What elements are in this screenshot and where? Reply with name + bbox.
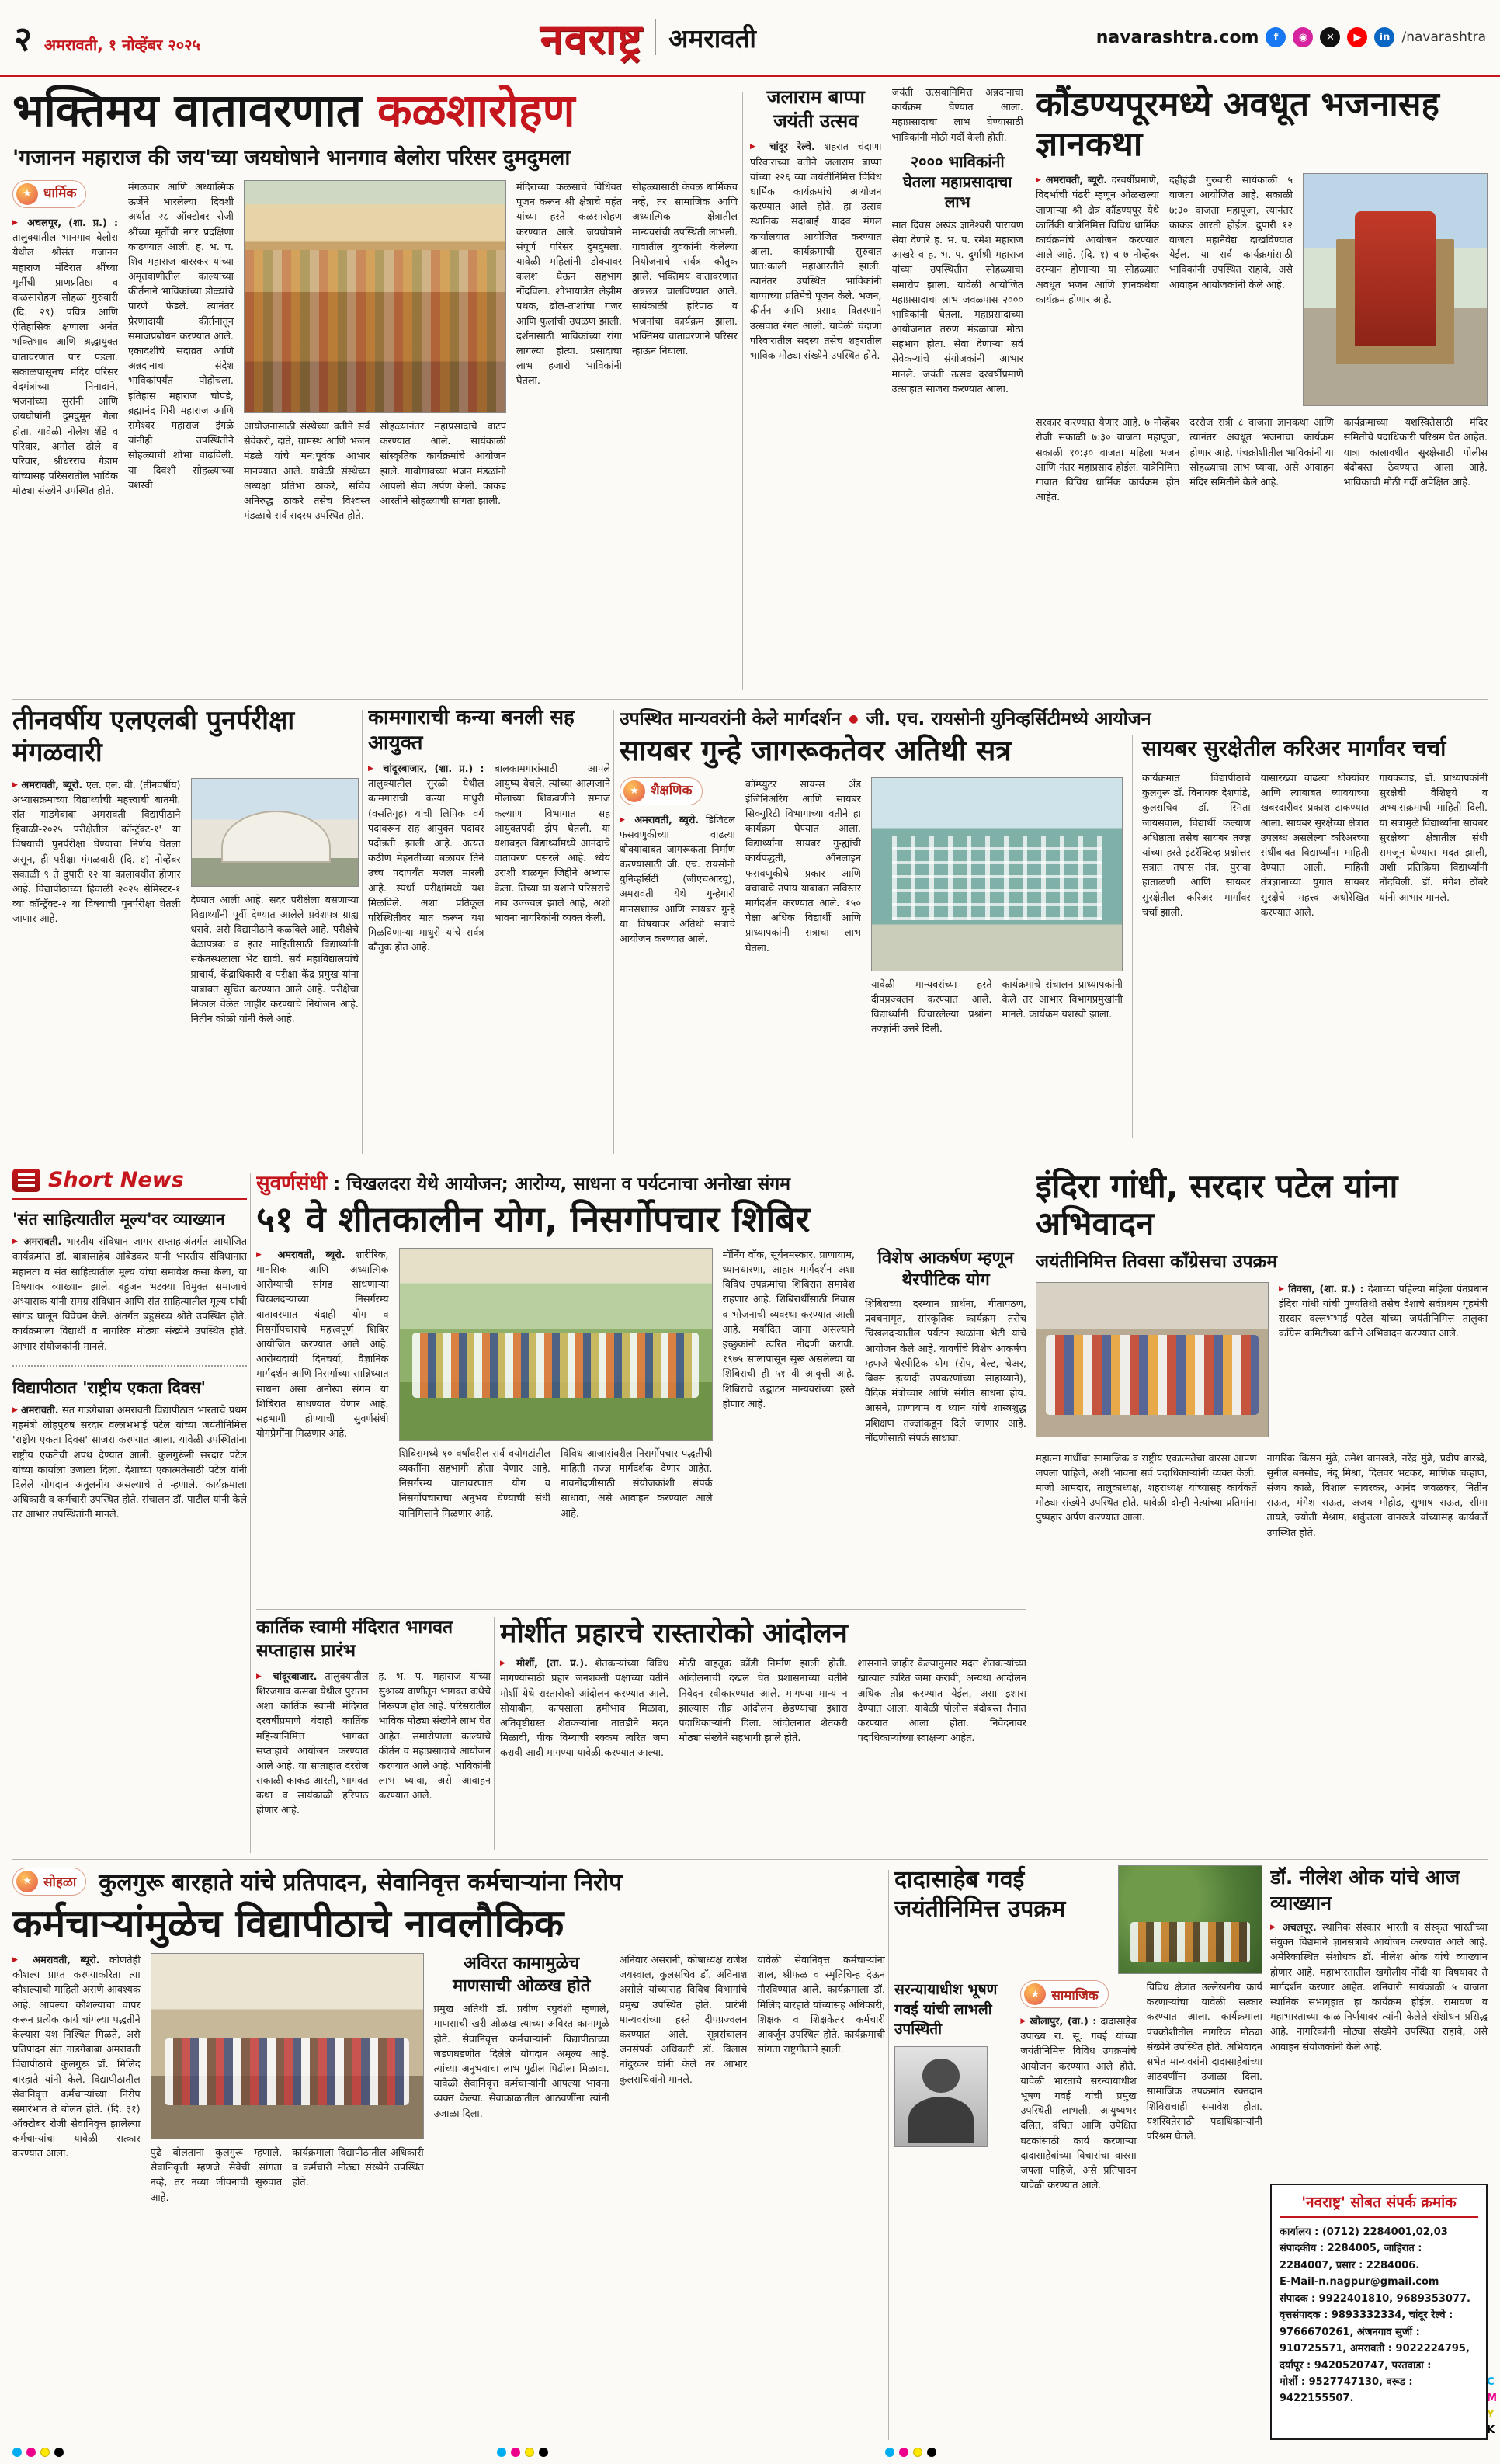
article-column — [12, 180, 118, 646]
article-column: ह. भ. प. महाराज यांच्या सुश्राव्य वाणीतून भागवत कथेचे निरूपण होत आहे. परिसरातील भाविक मोठ्या संख्येने लाभ घेत आहेत. समारोपाला काल्याचे कीर्तन व महाप्रसादाचे आयोजन करण्यात आले आहे. भाविकांनी लाभ घ्यावा, असे आवाहन करण्यात आले. — [378, 1670, 491, 1802]
kicker-label: सुवर्णसंधी — [256, 1172, 328, 1195]
article-column: गायकवाड, डॉ. प्राध्यापकांनी सुरक्षेची वैशिष्ट्ये व अभ्यासक्रमाची माहिती दिली. या सत्रामुळे विद्यार्थ्यांना सायबर सुरक्षेच्या क्षेत्रातील संधी समजून घेण्यास मदत झाली, अशी प्रतिक्रिया विद्यार्थ्यांनी नोंदविली. डॉ. मंगेश ठोंबरे यांनी आभार मानले. — [1379, 773, 1488, 904]
body-text: सात दिवस अखंड ज्ञानेश्वरी पारायण सेवा देणारे ह. भ. प. रमेश महाराज आखरे व ह. भ. प. दुर्गाश्री महाराज यांच्या उपस्थितीत सोहळ्याचा समारोप झाला. यावेळी आयोजित महाप्रसादाचा लाभ जवळपास २००० भाविकांनी घेतला. महाप्रसादाच्या आयोजनात तरुण मंडळाचा मोठा सहभाग होता. सेवा देणाऱ्या सर्व सेवेकऱ्यांचे संयोजकांनी आभार मानले. जयंती उत्सव दरवर्षीप्रमाणे उत्साहात साजरा करण्यात आला. — [891, 219, 1023, 395]
article-vishesh — [865, 1248, 1026, 1590]
divider — [613, 710, 614, 1154]
header-left — [14, 14, 200, 61]
article-headline — [12, 85, 738, 136]
article-columns — [1036, 173, 1488, 406]
article-column — [191, 778, 359, 1151]
tag-icon — [16, 183, 38, 205]
tag-dharmik — [12, 180, 86, 208]
body-text: एल. एल. बी. (तीनवर्षीय) अभ्यासक्रमाच्या विद्यार्थ्यांची महत्त्वाची बातमी. संत गाडगेबाबा अमरावती विद्यापीठाने हिवाळी-२०२५ परीक्षेतील 'कॉन्ट्रॅक्ट-१' या विषयाची पुनर्परीक्षा घेण्याचा निर्णय घेतला असून, ही परीक्षा मंगळवारी (दि. ४) नोव्हेंबर सकाळी ९ ते दुपारी १२ या कालावधीत होणार आहे. विद्यापीठाच्या हिवाळी २०२५ सेमिस्टर-१ व्या कॉन्ट्रॅक्ट-२ या विषयाची पुनर्परीक्षा घेतली जाणार आहे. — [12, 779, 181, 926]
registration-marks — [12, 2448, 64, 2457]
dateline: ▶ अमरावती. — [12, 1405, 59, 1416]
article-headline: सायबर सुरक्षेतील करिअर मार्गांवर चर्चा — [1142, 735, 1446, 761]
article-cyber — [620, 735, 1123, 1150]
facebook-icon[interactable]: f — [1266, 27, 1286, 47]
body-text: तालुक्यातील भानगाव बेलोरा येथील श्रीसंत गजानन महाराज मंदिरात श्रींच्या मूर्तीची प्राणप्रतिष्ठा व कळसारोहण सोहळा गुरुवारी (दि. २९) पवित्र आणि ऐतिहासिक क्षणाला अनंत भक्तिभाव आणि श्रद्धायुक्त वातावरणात पार पडला. सकाळपासूनच मंदिर परिसर वेदमंत्रांच्या निनादाने, भजनांच्या सुरांनी आणि जयघोषांनी दुमदुमून गेला होता. यावेळी नीलेश शेंडे व परिवार, अमोल ढोले व परिवार, श्रीधरराव गेडाम यांच्यासह परिसरातील भाविक मोठ्या संख्येने उपस्थित होते. — [12, 232, 118, 498]
article-column: शिबिरामध्ये १० वर्षांवरील सर्व वयोगटांतील व्यक्तींना सहभागी होता येणार आहे. निसर्गरम्य वातावरणात योग व निसर्गोपचाराचा अनुभव घेण्याची संधी यानिमित्ताने मिळणार आहे. — [398, 1447, 550, 1520]
dateline: ▶ चांदूरबाजार, (शा. प्र.) : — [368, 763, 484, 775]
article-headline: 'संत साहित्यातील मूल्य'वर व्याख्यान — [12, 1210, 225, 1229]
article-column — [1036, 173, 1159, 406]
body-text: शिबिराच्या दरम्यान प्रार्थना, गीतापठण, प्रवचनामृत, सांस्कृतिक कार्यक्रम तसेच चिखलदऱ्यातील पर्यटन स्थळांना भेटी यांचे आयोजन केले आहे. यावर्षीचे विशेष आकर्षण म्हणजे थेरपीटिक योग (रोप, बेल्ट, चेअर, ब्रिक्स इत्यादी उपकरणांच्या साहाय्याने), वैदिक मंत्रोच्चार आणि संगीत साधना होय. आसने, प्राणायाम व ध्यान यांचे शास्त्रशुद्ध प्रशिक्षण तज्ज्ञांकडून दिले जाणार आहे. नोंदणीसाठी संपर्क साधावा. — [865, 1298, 1026, 1444]
article-text — [12, 1403, 247, 1523]
x-icon[interactable]: ✕ — [1320, 27, 1340, 47]
magenta-dot — [26, 2448, 36, 2457]
article-column: सरकार करण्यात येणार आहे. ७ नोव्हेंबर रोजी सकाळी ७:३० वाजता महापूजा, सकाळी १०:३० वाजता महिला भजन आणि नंतर महाप्रसाद होईल. यात्रेनिमित्त गावात विविध धार्मिक कार्यक्रम होत आहेत. — [1036, 417, 1180, 504]
article-headline: कार्तिक स्वामी मंदिरात भागवत सप्ताहास प्रारंभ — [256, 1618, 453, 1661]
article-column: महात्मा गांधींचा सामाजिक व राष्ट्रीय एकात्मतेचा वारसा आपण जपला पाहिजे, अशी भावना सर्व पदाधिकाऱ्यांनी व्यक्त केली. माजी आमदार, तालुकाध्यक्ष, शहराध्यक्ष यांच्यासह कार्यकर्ते मोठ्या संख्येने उपस्थित होते. यावेळी दोन्ही नेत्यांच्या प्रतिमांना पुष्पहार अर्पण करण्यात आला. — [1036, 1452, 1257, 1524]
article-columns — [500, 1656, 1026, 1835]
dateline: ▶ अचलपूर, (शा. प्र.) : — [12, 217, 118, 229]
tag-samajik — [1020, 1980, 1109, 2008]
cmyk-label — [1487, 2375, 1497, 2439]
kicker-left: उपस्थित मान्यवरांनी केले मार्गदर्शन — [620, 709, 842, 729]
yellow-dot — [40, 2448, 50, 2457]
contact-line: संपादक : 9922401810, 9689353077. — [1280, 2292, 1470, 2305]
page-header — [0, 0, 1500, 75]
tag-label: धार्मिक — [43, 186, 77, 202]
article-columns — [12, 778, 359, 1151]
cmyk-letter: M — [1487, 2392, 1497, 2404]
divider — [250, 1173, 251, 1853]
masthead: नवराष्ट्र — [540, 15, 643, 64]
article-columns — [256, 1248, 1026, 1590]
photo-cell — [151, 1953, 424, 2388]
article-morshi — [500, 1617, 1026, 1853]
article-subhead: 'गजानन महाराज की जय'च्या जयघोषाने भानगाव बेलोरा परिसर दुमदुमला — [12, 145, 571, 170]
divider — [12, 1859, 1488, 1860]
kicker-row — [620, 705, 1488, 730]
body-text: जयंती उत्सवानिमित्त अन्नदानाचा कार्यक्रम घेण्यात आला. महाप्रसादाचा लाभ घेण्यासाठी भाविकांनी मोठी गर्दी केली होती. — [891, 87, 1023, 144]
kicker-row — [12, 1865, 885, 1897]
article-avirat — [434, 1953, 609, 2388]
article-column: अनिवार असरानी, कोषाध्यक्ष राजेश जयस्वाल, कुलसचिव डॉ. अविनाश असोले यांच्यासह विविध विभागांचे प्रमुख उपस्थित होते. प्रारंभी मान्यवरांच्या हस्ते दीपप्रज्वलन करण्यात आले. सूत्रसंचालन जनसंपर्क अधिकारी डॉ. विलास नांदुरकर यांनी केले तर आभार कुलसचिवांनी मानले. — [619, 1955, 748, 2086]
article-columns — [894, 1980, 1262, 2415]
article-column: यासारख्या वाढत्या धोक्यांवर आणि त्याबाबत घ्यावयाच्या खबरदारीवर प्रकाश टाकण्यात आला. सायबर सुरक्षेच्या क्षेत्रात उपलब्ध असलेल्या करिअरच्या संधींबाबत विद्यार्थ्यांना माहिती देण्यात आली. माहिती तंत्रज्ञानाच्या युगात सायबर सुरक्षेचे महत्त्व अधोरेखित करण्यात आले. — [1260, 773, 1370, 919]
body-text: दादासाहेब उपाख्य रा. सू. गवई यांच्या जयंतीनिमित्त विविध उपक्रमांचे आयोजन करण्यात आले होते. यावेळी भारताचे सरन्यायाधीश भूषण गवई यांची प्रमुख उपस्थिती लाभली. आयुष्यभर दलित, वंचित आणि उपेक्षित घटकांसाठी कार्य करणाऱ्या दादासाहेबांच्या विचारांचा वारसा जपला पाहिजे, असे प्रतिपादन यावेळी करण्यात आले. — [1020, 2016, 1137, 2192]
tag-icon — [623, 780, 645, 802]
dateline: ▶ मोर्शी, (ता. प्र.). — [500, 1658, 588, 1670]
tag-label: शैक्षणिक — [651, 782, 693, 798]
article-headline: डॉ. नीलेश ओक यांचे आज व्याख्यान — [1270, 1866, 1460, 1914]
article-column: विविध आजारांवरील निसर्गोपचार पद्धतींची माहिती तज्ज्ञ मार्गदर्शक देणार आहेत. नावनोंदणीसाठी संयोजकांशी संपर्क साधावा, असे आवाहन करण्यात आले आहे. — [561, 1447, 713, 1520]
article-headline: दादासाहेब गवई जयंतीनिमित्त उपक्रम — [894, 1866, 1066, 1923]
body-text: शेतकऱ्यांच्या विविध मागण्यांसाठी प्रहार जनशक्ती पक्षाच्या वतीने मोर्शी येथे रास्तारोको आंदोलन करण्यात आले. सोयाबीन, कापसाला हमीभाव मिळावा, अतिवृष्टीग्रस्त शेतकऱ्यांना तातडीने मदत मिळावी, पीक विम्याची रक्कम त्वरित जमा करावी आदी मागण्या यावेळी करण्यात आल्या. — [500, 1658, 669, 1760]
body-text: तालुक्यातील शिरजगाव कसबा येथील पुरातन अशा कार्तिक स्वामी मंदिरात दरवर्षीप्रमाणे यंदाही कार्तिक महिन्यानिमित्त भागवत सप्ताहाचे आयोजन करण्यात आले आहे. या सप्ताहात दररोज सकाळी काकड आरती, भागवत कथा व सायंकाळी हरिपाठ होणार आहे. — [256, 1670, 369, 1817]
divider — [742, 92, 743, 690]
body-text: प्रमुख अतिथी डॉ. प्रवीण रघुवंशी म्हणाले, माणसाची खरी ओळख त्याच्या अविरत कामामुळे होते. सेवानिवृत्त कर्मचाऱ्यांनी विद्यापीठाच्या जडणघडणीत दिलेले योगदान अमूल्य आहे. त्यांच्या अनुभवाचा लाभ पुढील पिढीला मिळावा. यावेळी सेवानिवृत्त कर्मचाऱ्यांनी आपल्या भावना व्यक्त केल्या. सेवाकाळातील आठवणींना त्यांनी उजाळा दिला. — [433, 2004, 609, 2120]
body-text: तालुक्यातील सुरळी येथील कामगाराची कन्या माधुरी (वसतिगृह) यांची लिपिक वर्ग पदावरून सह आयुक्त पदावर पदोन्नती झाली आहे. अत्यंत कठीण मेहनतीच्या बळावर तिने उच्च पदापर्यंत मजल मारली आहे. स्पर्धा परीक्षांमध्ये यश मिळविले. अशा प्रतिकूल परिस्थितीवर मात करून यश मिळविणाऱ्या माधुरी यांचे सर्वत्र कौतुक होत आहे. — [368, 778, 484, 954]
article-column — [892, 85, 1024, 694]
headline-red: कळशारोहण — [377, 85, 575, 137]
contact-line: 910725571, अमरावती : 9022224795, — [1280, 2343, 1470, 2355]
kicker-row — [256, 1168, 1026, 1196]
contact-box — [1270, 2184, 1488, 2440]
article-headline: जलाराम बाप्पा जयंती उत्सव — [766, 86, 865, 133]
article-text — [620, 813, 735, 947]
black-dot — [539, 2448, 548, 2457]
article-bhaktimay — [12, 85, 738, 694]
article-yoga — [256, 1168, 1026, 1604]
contact-line: मोर्शी : 9527747130, वरूड : 9422155507. — [1280, 2375, 1413, 2405]
function-photo — [151, 1953, 424, 2139]
masthead-rule — [0, 75, 1500, 77]
divider — [1132, 735, 1133, 1138]
article-headline: तीनवर्षीय एलएलबी पुनर्परीक्षा मंगळवारी — [12, 705, 295, 768]
article-column: कार्यक्रमाचे संचालन प्राध्यापकांनी केले तर आभार विभागप्रमुखांनी मानले. कार्यक्रम यशस्वी झाला. — [1002, 978, 1123, 1020]
article-column: दररोज रात्री ८ वाजता ज्ञानकथा आणि त्यानंतर अवधूत भजनाचा कार्यक्रम होणार आहे. पंचक्रोशीतील भाविकांनी या सोहळ्याचा लाभ घ्यावा, असे आवाहन मंदिर समितीने केले आहे. — [1189, 417, 1334, 488]
article-column — [500, 1656, 668, 1835]
contact-line: 2284007, प्रसार : 2284006. — [1280, 2259, 1420, 2271]
article-column — [12, 778, 181, 1151]
divider — [12, 699, 1488, 700]
kicker-text: कुलगुरू बारहाते यांचे प्रतिपादन, सेवानिवृत्त कर्मचाऱ्यांना निरोप — [99, 1869, 623, 1896]
article-kamgar — [368, 705, 610, 1156]
dateline: ▶ खोलापुर, (वा.) : — [1020, 2016, 1096, 2028]
article-columns — [1036, 415, 1488, 672]
event-photo — [1118, 1865, 1262, 1974]
yellow-dot — [525, 2448, 534, 2457]
article-column: बालकामगारांसाठी आपले आयुष्य वेचले. त्यांच्या आत्मजाने मोलाच्या शिकवणीने समाज कल्याण विभागात सह आयुक्तपदी झेप घेतली. या यशाबद्दल विद्यार्थ्यांमध्ये आनंदाचे वातावरण पसरले आहे. ध्येय उराशी बाळगून जिद्दीने अभ्यास केला. तिच्या या यशाने परिसराचे नाव उज्ज्वल झाले आहे, अशी भावना नागरिकांनी व्यक्त केली. — [494, 763, 610, 924]
article-column — [1279, 1282, 1488, 1445]
contact-line: कार्यालय : (0712) 2284001,02,03 — [1280, 2226, 1448, 2238]
article-headline: इंदिरा गांधी, सरदार पटेल यांना अभिवादन — [1036, 1168, 1398, 1243]
tag-sohala — [12, 1868, 86, 1896]
magenta-dot — [899, 2448, 908, 2457]
article-llb — [12, 705, 359, 1156]
body-text: देशाच्या पहिल्या महिला पंतप्रधान इंदिरा गांधी यांची पुण्यतिथी तसेच देशाचे सर्वप्रथम गृहमंत्री सरदार वल्लभभाई पटेल यांच्या जयंतीनिमित्त तालुका काँग्रेस कमिटीच्या वतीने अभिवादन करण्यात आले. — [1279, 1283, 1488, 1340]
article-column — [1020, 1980, 1136, 2415]
article-column: मंदिराच्या कळसाचे विधिवत पूजन करून श्री क्षेत्राचे महंत यांच्या हस्ते कळसारोहण करण्यात आले. जयघोषाने संपूर्ण परिसर दुमदुमला. यावेळी महिलांनी डोक्यावर कलश घेऊन सहभाग नोंदविला. शोभायात्रेत लेझीम पथक, ढोल-ताशांचा गजर आणि फुलांची उधळण झाली. दर्शनासाठी भाविकांच्या रांगा लागल्या होत्या. प्रसादाचा लाभ हजारो भाविकांनी घेतला. — [516, 181, 622, 387]
article-columns — [620, 777, 1123, 1150]
instagram-icon[interactable]: ◉ — [1293, 27, 1313, 47]
magenta-dot — [511, 2448, 520, 2457]
article-gavai — [894, 1865, 1262, 2440]
photo-subcolumns — [399, 1447, 713, 1590]
photo-subcolumns — [244, 419, 506, 646]
article-nilesh — [1270, 1865, 1488, 2174]
headline-black: भक्तिमय वातावरणात — [12, 85, 377, 137]
cyan-dot — [12, 2448, 22, 2457]
university-photo — [871, 777, 1123, 971]
article-column: नागरिक किसन मुंढे, उमेश वानखडे, नरेंद्र मुंढे, प्रदीप बारब्दे, सुनील बनसोड, नंदू मिश्रा, दिलवर भटकर, माणिक चव्हाण, संजय काळे, विशाल सावरकर, आनंद जवळकर, नितीन राऊत, मंगेश राऊत, अजय मोहोड, सुभाष राऊत, सीमा तायडे, ज्योती मेश्राम, शकुंतला वानखडे यांच्यासह कार्यकर्ते उपस्थित होते. — [1266, 1452, 1488, 1539]
article-column: विविध क्षेत्रांत उल्लेखनीय कार्य करणाऱ्यांचा यावेळी सत्कार करण्यात आला. कार्यक्रमाला पंचक्रोशीतील नागरिक मोठ्या संख्येने उपस्थित होते. अभिवादन सभेत मान्यवरांनी दादासाहेबांच्या आठवणींना उजाळा दिला. सामाजिक उपक्रमांत रक्तदान शिबिराचाही समावेश होता. यशस्वितेसाठी पदाधिकाऱ्यांनी परिश्रम घेतले. — [1146, 1982, 1262, 2143]
bullet-icon — [849, 711, 858, 725]
gavai-portrait-photo — [894, 2046, 988, 2147]
tag-label: सोहळा — [43, 1875, 77, 1890]
edition-date: अमरावती, १ नोव्हेंबर २०२५ — [43, 36, 200, 54]
divider — [362, 710, 363, 1154]
contact-title: 'नवराष्ट्र' सोबत संपर्क क्रमांक — [1280, 2191, 1478, 2218]
divider — [256, 1609, 1026, 1610]
registration-marks — [497, 2448, 548, 2457]
dateline: ▶ चांदूर रेल्वे. — [750, 141, 815, 153]
article-subhead: सरन्यायाधीश भूषण गवई यांची लाभली उपस्थिती — [894, 1981, 998, 2038]
article-headline: कामगाराची कन्या बनली सह आयुक्त — [368, 706, 575, 755]
website-url[interactable]: navarashtra.com — [1095, 27, 1259, 47]
article-column: यावेळी मान्यवरांच्या हस्ते दीपप्रज्वलन करण्यात आले. विद्यार्थ्यांनी विचारलेल्या प्रश्नांना तज्ज्ञांनी उत्तरे दिली. — [871, 978, 992, 1036]
article-column: मंगळवार आणि अध्यात्मिक ऊर्जेने भारलेल्या दिवशी अर्थात २८ ऑक्टोबर रोजी श्रींच्या मूर्तीची नगर प्रदक्षिणा काढण्यात आली. ह. भ. प. शिव महाराज बारस्कर यांच्या अमृतवाणीतील काल्याच्या कीर्तनाने भाविकांच्या डोळ्यांचे पारणे फेडले. त्यानंतर प्रेरणादायी कीर्तनातून समाजप्रबोधन करण्यात आले. एकादशीचे सदाव्रत आणि अन्नदानाचा संदेश भाविकांपर्यंत पोहोचला. इतिहास महाराज चोपडे, ब्रह्मानंद गिरी महाराज आणि रामेश्वर महाराज इंगळे यांनीही उपस्थितीने सोहळ्याची शोभा वाढविली. या दिवशी सोहळ्याच्या यशस्वी — [128, 181, 234, 492]
article-text — [1270, 1920, 1488, 2055]
article-column: कार्यक्रमाच्या यशस्वितेसाठी मंदिर समितीचे पदाधिकारी परिश्रम घेत आहेत. यात्रा कालावधीत सुरक्षेसाठी पोलीस बंदोबस्त ठेवण्यात आला आहे. भाविकांची मोठी गर्दी अपेक्षित आहे. — [1343, 417, 1488, 488]
article-columns — [368, 762, 610, 1150]
contact-line: वृत्तसंपादक : 9893332334, चांदूर रेल्वे : — [1280, 2309, 1453, 2322]
contact-line: 9766670261, अंजनगाव सुर्जी : — [1280, 2326, 1420, 2338]
gavai-top — [894, 1865, 1262, 1974]
article-column: कार्यक्रमाला विद्यापीठातील अधिकारी व कर्मचारी मोठ्या संख्येने उपस्थित होते. — [292, 2147, 424, 2189]
article-sohala — [12, 1865, 885, 2440]
article-career — [1142, 735, 1488, 1150]
article-column — [12, 1953, 141, 2388]
body-text: डिजिटल फसवणुकीच्या वाढत्या धोक्याबाबत जागरूकता निर्माण करण्यासाठी जी. एच. रायसोनी युनिव्हर्सिटी (जीएचआरयू), अमरावती येथे गुन्हेगारी मानसशास्त्र आणि सायबर गुन्हे या विषयावर अतिथी सत्राचे आयोजन करण्यात आले. — [620, 814, 735, 946]
body-text: देण्यात आली आहे. सदर परीक्षेला बसणाऱ्या विद्यार्थ्यांनी पूर्वी देण्यात आलेले प्रवेशपत्र ग्राह्य धरावे, असे विद्यापीठाने कळविले आहे. परीक्षेचे वेळापत्रक व इतर माहितीसाठी विद्यार्थ्यांनी संकेतस्थळाला भेट द्यावी. सर्व महाविद्यालयांचे प्राचार्य, केंद्राधिकारी व परीक्षा केंद्र प्रमुख यांना याबाबत सूचित करण्यात आले आहे. परीक्षेचा निकाल वेळेत जाहीर करण्याचे नियोजन आहे. नितीन कोळी यांनी केले आहे. — [190, 894, 359, 1026]
article-jalaram — [750, 85, 1023, 694]
tag-icon — [1024, 1983, 1046, 2005]
article-columns — [12, 180, 738, 646]
dateline: ▶ अमरावती, ब्यूरो. — [12, 1955, 100, 1966]
crosshead: २००० भाविकांनी घेतला महाप्रसादाचा लाभ — [903, 151, 1012, 211]
cyan-dot — [497, 2448, 506, 2457]
article-column — [750, 85, 882, 694]
article-column — [620, 777, 735, 1150]
dateline: ▶ अमरावती, ब्यूरो. — [620, 815, 699, 826]
body-text: दरवर्षीप्रमाणे, विदर्भाची पंढरी म्हणून ओळखल्या जाणाऱ्या श्री क्षेत्र कौंडण्यपूर येथे कार्तिकी यात्रेनिमित्त विविध धार्मिक कार्यक्रमांचे आयोजन करण्यात आले आहे. (दि. १) व ७ नोव्हेंबर दरम्यान होणाऱ्या या सोहळ्यात अवधूत भजन आणि ज्ञानकथेचा कार्यक्रम होणार आहे. — [1036, 175, 1159, 306]
article-column: कार्यक्रमात विद्यापीठाचे कुलगुरू डॉ. विनायक देशपांडे, कुलसचिव डॉ. स्मिता जायसवाल, विद्यार्थी कल्याण अधिष्ठाता तसेच सायबर तज्ज्ञ यांच्या हस्ते इंटरॅक्टिव्ह प्रश्नोत्तर सत्रात तपास तंत्र, पुरावा हाताळणी आणि सायबर सुरक्षेतील करिअर मार्गांवर चर्चा झाली. — [1142, 773, 1251, 919]
article-column: सोहळ्यानंतर महाप्रसादाचे वाटप करण्यात आले. सायंकाळी सांस्कृतिक कार्यक्रमांचे आयोजन झाले. गावोगावच्या भजन मंडळांनी आपली सेवा अर्पण केली. काकड आरतीने सोहळ्याची सांगता झाली. — [380, 420, 506, 507]
divider — [12, 1365, 247, 1367]
article-subhead: जयंतीनिमित्त तिवसा काँग्रेसचा उपक्रम — [1036, 1251, 1277, 1272]
photo-subcolumns — [871, 978, 1123, 1150]
article-column: कॉम्प्युटर सायन्स अँड इंजिनिअरिंग आणि सायबर सिक्युरिटी विभागाच्या वतीने हा कार्यक्रम घेण्यात आला. विद्यार्थ्यांना सायबर गुन्ह्यांची कार्यपद्धती, ऑनलाइन फसवणुकीचे प्रकार आणि बचावाचे उपाय याबाबत सविस्तर मार्गदर्शन करण्यात आले. १५० पेक्षा अधिक विद्यार्थी आणि प्राध्यापकांनी सत्राचा लाभ घेतला. — [745, 778, 861, 954]
edition-name: अमरावती — [668, 23, 756, 54]
article-columns — [1142, 771, 1488, 1121]
article-indira — [1036, 1168, 1488, 1854]
cyan-dot — [885, 2448, 894, 2457]
article-column: मोठी वाहतूक कोंडी निर्माण झाली होती. आंदोलनाची दखल घेत प्रशासनाच्या वतीने निवेदन स्वीकारण्यात आले. मागण्या मान्य न झाल्यास तीव्र आंदोलन छेडण्याचा इशारा पदाधिकाऱ्यांनी दिला. आंदोलनात शेतकरी मोठ्या संख्येने सहभागी झाले होते. — [679, 1658, 848, 1745]
article-headline: सायबर गुन्हे जागरूकतेवर अतिथी सत्र — [620, 734, 1012, 767]
header-divider — [655, 19, 656, 55]
body-text: शहरात चंदाणा परिवाराच्या वतीने जलाराम बाप्पा यांच्या २२६ व्या जयंतीनिमित्त विविध धार्मिक कार्यक्रमांचे आयोजन करण्यात आले होते. हा उत्सव स्थानिक सदाबाई यादव मंगल कार्यालयात आयोजित करण्यात आला. कार्यक्रमाची सुरुवात प्रात:काली महाआरतीने झाली. त्यानंतर उपस्थित भाविकांनी बाप्पाच्या प्रतिमेचे पूजन केले. भजन, कीर्तन आणि प्रसाद वितरणाने उत्सवात रंगत आली. यावेळी चंदाणा परिवारातील सदस्य तसेच शहरातील भाविक मोठ्या संख्येने उपस्थित होते. — [750, 141, 882, 362]
article-column: यावेळी सेवानिवृत्त कर्मचाऱ्यांना शाल, श्रीफळ व स्मृतिचिन्ह देऊन गौरविण्यात आले. कार्यक्रमाला डॉ. मिलिंद बारहाते यांच्यासह अधिकारी, शिक्षक व शिक्षकेतर कर्मचारी आवर्जून उपस्थित होते. कार्यक्रमाची सांगता राष्ट्रगीताने झाली. — [757, 1955, 885, 2056]
congress-group-photo — [1036, 1282, 1269, 1437]
body-text: शारीरिक, मानसिक आणि अध्यात्मिक आरोग्याची सांगड साधणाऱ्या चिखलदऱ्याच्या निसर्गरम्य वातावरणात यंदाही योग व निसर्गोपचाराचे महत्त्वपूर्ण शिबिर आयोजित करण्यात आले आहे. आरोग्यदायी दिनचर्या, वैज्ञानिक मार्गदर्शन आणि निसर्गाच्या सान्निध्यात साधना असा अनोखा संगम या शिबिरात साधण्यात येणार आहे. सहभागी होण्याची सुवर्णसंधी योगप्रेमींना मिळणार आहे. — [256, 1249, 389, 1441]
article-columns — [1036, 1282, 1488, 1445]
yoga-camp-photo — [399, 1248, 713, 1441]
youtube-icon[interactable]: ▶ — [1347, 27, 1367, 47]
cyber-row — [620, 735, 1488, 1150]
article-column: आयोजनासाठी संस्थेच्या वतीने सर्व सेवेकरी, दाते, ग्रामस्थ आणि भजन मंडळे यांचे मन:पूर्वक आभार मानण्यात आले. यावेळी संस्थेच्या अध्यक्षा प्रतिभा ठाकरे, सचिव अनिरुद्ध ठाकरे तसेच विश्वस्त मंडळाचे सर्व सदस्य उपस्थित होते. — [244, 420, 370, 523]
article-headline: कर्मचाऱ्यांमुळेच विद्यापीठाचे नावलौकिक — [12, 1901, 564, 1946]
body-text: भारतीय संविधान जागर सप्ताहाअंतर्गत आयोजित कार्यक्रमांत डॉ. बाबासाहेब आंबेडकर यांनी भारतीय संविधानात महानता व संत साहित्यातील मूल्य यांचा समावेश कसा केला, या विषयावर व्याख्यान झाले. बहुजन भटक्या विमुक्त समाजाचे अभ्यासक यांनी समग्र संविधान आणि संत साहित्यातील मूल्य यांची सांगड घालून विवेचन केले. अंतर्गत बहुसंख्य श्रोते उपस्थित होते. कार्यक्रमाला विद्यार्थी व नागरिक मोठ्या संख्येने उपस्थित होते. आभार संयोजकांनी मानले. — [12, 1236, 247, 1353]
short-news-header — [12, 1168, 247, 1200]
yellow-dot — [913, 2448, 922, 2457]
registration-marks — [885, 2448, 936, 2457]
article-columns — [1036, 1451, 1488, 1785]
tag-label: सामाजिक — [1051, 1987, 1099, 2004]
contact-line: E-Mail-n.nagpur@gmail.com — [1280, 2276, 1439, 2288]
newspaper-icon — [12, 1169, 40, 1192]
dateline: ▶ अमरावती. — [12, 1236, 61, 1248]
photo-cell — [871, 777, 1123, 1150]
divider — [888, 1870, 889, 2440]
page-number: २ — [14, 19, 32, 59]
dateline: ▶ अमरावती, ब्यूरो. — [256, 1249, 345, 1261]
article-kaundanyapur — [1036, 85, 1488, 694]
article-column — [894, 1980, 1010, 2415]
black-dot — [927, 2448, 936, 2457]
dateline: ▶ अचलपूर. — [1270, 1922, 1317, 1934]
dateline: ▶ अमरावती, ब्यूरो. — [1036, 175, 1107, 186]
social-handle: /navarashtra — [1401, 30, 1486, 45]
building-photo — [191, 778, 359, 887]
divider — [494, 1617, 495, 1850]
contact-line: दर्यापूर : 9420520747, परतवाडा : — [1280, 2359, 1432, 2372]
cmyk-letter: C — [1487, 2376, 1495, 2388]
article-column: मॉर्निंग वॉक, सूर्यनमस्कार, प्राणायाम, ध्यानधारणा, आहार मार्गदर्शन अशा विविध उपक्रमांचा शिबिरात समावेश राहणार आहे. शिबिरार्थींसाठी निवास व भोजनाची व्यवस्था करण्यात आली आहे. मर्यादित जागा असल्याने इच्छुकांनी त्वरित नोंदणी करावी. १९७५ सालापासून सुरू असलेल्या या शिबिराची ही ५१ वी आवृत्ती आहे. शिबिराचे उद्घाटन मान्यवरांच्या हस्ते होणार आहे. — [722, 1249, 855, 1410]
short-news-title: Short News — [48, 1168, 184, 1192]
article-headline: कौंडण्यपूरमध्ये अवधूत भजनासह ज्ञानकथा — [1036, 85, 1439, 164]
article-kartik — [256, 1617, 491, 1853]
black-dot — [54, 2448, 64, 2457]
article-columns — [256, 1670, 491, 1848]
body-text: संत गाडगेबाबा अमरावती विद्यापीठात भारताचे प्रथम गृहमंत्री लोहपुरुष सरदार वल्लभभाई पटेल यांच्या जयंतीनिमित्त 'राष्ट्रीय एकता दिवस' साजरा करण्यात आला. यावेळी उपस्थितांना राष्ट्रीय एकतेची शपथ देण्यात आली. कुलगुरूंनी सरदार पटेल यांच्या कार्याला उजाळा दिला. देशाच्या एकात्मतेसाठी पटेल यांनी दिलेले योगदान अतुलनीय असल्याचे ते म्हणाले. कार्यक्रमाला अधिकारी व कर्मचारी उपस्थित होते. संचालन डॉ. पाटील यांनी केले तर आभार उपस्थितांनी मानले. — [12, 1405, 247, 1521]
article-headline: ५१ वे शीतकालीन योग, निसर्गोपचार शिबिर — [256, 1198, 811, 1240]
kicker-text: : चिखलदरा येथे आयोजन; आरोग्य, साधना व पर्यटनाचा अनोखा संगम — [333, 1174, 791, 1194]
body-text: स्थानिक संस्कार भारती व संस्कृत भारतीच्या संयुक्त विद्यमाने ज्ञानसत्राचे आयोजन करण्यात आले आहे. अमेरिकास्थित संशोधक डॉ. नीलेश ओक यांचे व्याख्यान होणार आहे. महाभारतातील खगोलीय नोंदी या विषयावर ते मार्गदर्शन करणार आहेत. शनिवारी सायंकाळी ५ वाजता स्थानिक सभागृहात हा कार्यक्रम होईल. रामायण व महाभारताच्या काळ-निर्णयावर त्यांनी केलेले संशोधन प्रसिद्ध आहे. नागरिकांनी मोठ्या संख्येने उपस्थित राहावे, असे आवाहन संयोजकांनी केले आहे. — [1270, 1922, 1488, 2053]
article-column: सोहळ्यासाठी केवळ धार्मिकच नव्हे, तर सामाजिक आणि अध्यात्मिक क्षेत्रातील मान्यवरांची उपस्थिती लाभली. गावातील युवकांनी केलेल्या नियोजनाचे सर्वत्र कौतुक झाले. भक्तिमय वातावरणात अन्नछत्र चालविण्यात आले. सायंकाळी हरिपाठ व भजनांचा कार्यक्रम झाला. भक्तिमय वातावरणाने परिसर न्हाऊन निघाला. — [632, 181, 738, 358]
article-column: शासनाने जाहीर केल्यानुसार मदत शेतकऱ्यांच्या खात्यात त्वरित जमा करावी, अन्यथा आंदोलन अधिक तीव्र करण्यात येईल, असा इशारा देण्यात आला. यावेळी पोलीस बंदोबस्त तैनात करण्यात आला होता. निवेदनावर पदाधिकाऱ्यांच्या स्वाक्षऱ्या आहेत. — [857, 1658, 1026, 1745]
article-headline: मोर्शीत प्रहारचे रास्तारोको आंदोलन — [500, 1618, 848, 1649]
photo-subcolumns — [151, 2146, 424, 2388]
article-column — [368, 762, 484, 1150]
crowd-photo — [244, 180, 506, 413]
dateline: ▶ तिवसा, (शा. प्र.) : — [1279, 1284, 1364, 1295]
article-columns — [750, 85, 1023, 694]
article-column: दहीहंडी गुरुवारी सायंकाळी ५ वाजता आयोजित आहे. सकाळी ७:३० वाजता महापूजा, त्यानंतर काकड आरती होईल. दुपारी १२ वाजता महानैवेद्य दाखविण्यात येईल. या सर्व कार्यक्रमांसाठी भाविकांनी उपस्थित राहावे, असे आवाहन आयोजकांनी केले आहे. — [1169, 175, 1293, 291]
temple-photo — [1303, 173, 1488, 406]
short-news-box — [12, 1168, 247, 1854]
article-headline: अविरत कामामुळेच माणसाची ओळख होते — [452, 1954, 591, 1996]
photo-cell — [399, 1248, 713, 1590]
article-columns — [12, 1953, 885, 2388]
contact-line: संपादकीय : 2284005, जाहिरात : — [1280, 2243, 1422, 2255]
article-text — [750, 140, 882, 363]
article-cyber-wrapper — [620, 705, 1488, 1156]
tag-icon — [16, 1871, 38, 1892]
article-text — [12, 1235, 247, 1354]
dateline: ▶ अमरावती, ब्यूरो. — [12, 780, 82, 791]
dateline: ▶ चांदूरबाजार. — [256, 1671, 318, 1683]
cmyk-letter: Y — [1487, 2408, 1495, 2421]
article-column — [256, 1670, 369, 1848]
photo-cell — [244, 180, 506, 646]
article-text — [1020, 2014, 1136, 2193]
tag-shaikshanik — [620, 777, 703, 805]
article-headline: विद्यापीठात 'राष्ट्रीय एकता दिवस' — [12, 1378, 207, 1397]
article-text — [12, 216, 118, 499]
article-column — [256, 1248, 389, 1590]
header-center — [540, 9, 756, 66]
linkedin-icon[interactable]: in — [1374, 27, 1394, 47]
header-right — [1096, 27, 1486, 47]
cmyk-letter: K — [1487, 2424, 1495, 2437]
kicker-right: जी. एच. रायसोनी युनिव्हर्सिटीमध्ये आयोजन — [866, 709, 1151, 729]
body-text: कोणतेही कौशल्य प्राप्त करण्याकरिता त्या कौशल्याची माहिती असणे आवश्यक आहे. आपल्या कौशल्याचा वापर करून प्रत्येक कार्य चांगल्या पद्धतीने केल्यास यश निश्चित मिळते, असे प्रतिपादन संत गाडगेबाबा अमरावती विद्यापीठाचे कुलगुरू डॉ. मिलिंद बारहाते यांनी केले. विद्यापीठातील सेवानिवृत्त कर्मचाऱ्यांच्या निरोप समारंभात ते बोलत होते. (दि. ३१) ऑक्टोबर रोजी सेवानिवृत्त झालेल्या कर्मचाऱ्यांचा यावेळी सत्कार करण्यात आला. — [12, 1955, 141, 2160]
article-column: पुढे बोलताना कुलगुरू म्हणाले, सेवानिवृत्ती म्हणजे सेवेची सांगता नव्हे, तर नव्या जीवनाची सुरुवात आहे. — [150, 2147, 283, 2204]
article-headline: विशेष आकर्षण म्हणून थेरपीटिक योग — [877, 1248, 1014, 1291]
